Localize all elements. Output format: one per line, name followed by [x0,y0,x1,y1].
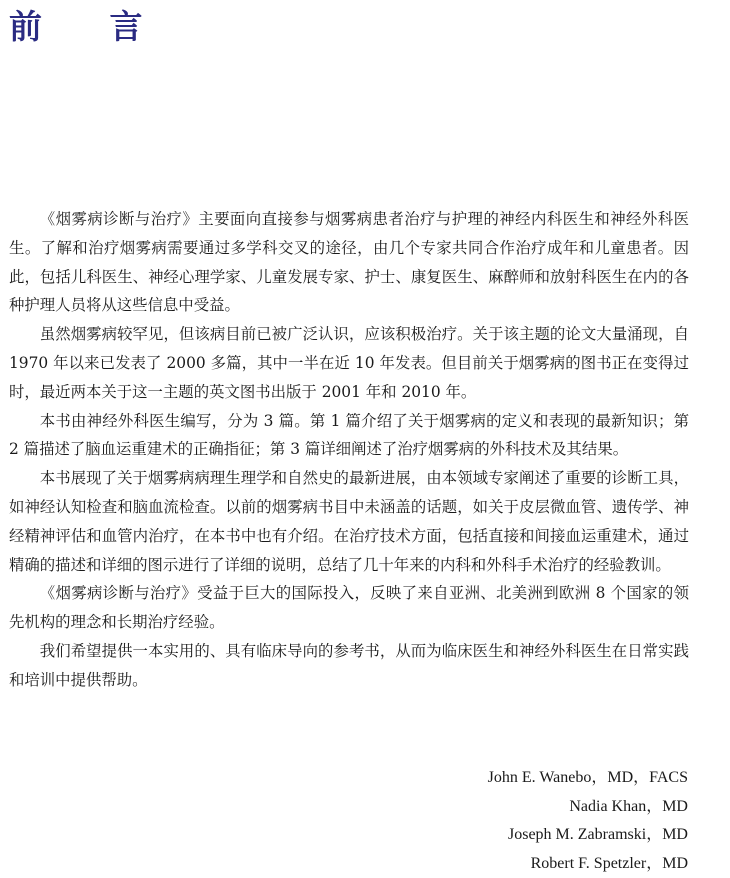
paragraph: 《烟雾病诊断与治疗》主要面向直接参与烟雾病患者治疗与护理的神经内科医生和神经外科医生。了解和治疗烟雾病需要通过多学科交叉的途径，由几个专家共同合作治疗成年和儿童患者。因此，包括儿科医生、神经心理学家、儿童发展专家、护士、康复医生、麻醉师和放射科医生在内的各种护理人员将从这些信息中受益。 [9,205,689,320]
author-name: Robert F. Spetzler，MD [488,850,688,878]
paragraph: 虽然烟雾病较罕见，但该病目前已被广泛认识，应该积极治疗。关于该主题的论文大量涌现，自 1970 年以来已发表了 2000 多篇，其中一半在近 10 年发表。但目前关于烟雾病的图书正在变得过时，最近两本关于这一主题的英文图书出版于 2001 年和 2010 年。 [9,320,689,406]
paragraph: 本书展现了关于烟雾病病理生理学和自然史的最新进展，由本领域专家阐述了重要的诊断工具，如神经认知检查和脑血流检查。以前的烟雾病书目中未涵盖的话题，如关于皮层微血管、遗传学、神经精神评估和血管内治疗，在本书中也有介绍。在治疗技术方面，包括直接和间接血运重建术，通过精确的描述和详细的图示进行了详细的说明，总结了几十年来的内科和外科手术治疗的经验教训。 [9,464,689,579]
author-list [488,764,688,878]
page-title: 前 言 [9,7,171,47]
paragraph: 本书由神经外科医生编写，分为 3 篇。第 1 篇介绍了关于烟雾病的定义和表现的最新知识；第 2 篇描述了脑血运重建术的正确指征；第 3 篇详细阐述了治疗烟雾病的外科技术及其结果。 [9,407,689,465]
author-name: Joseph M. Zabramski，MD [488,821,688,850]
paragraph: 《烟雾病诊断与治疗》受益于巨大的国际投入，反映了来自亚洲、北美洲到欧洲 8 个国家的领先机构的理念和长期治疗经验。 [9,579,689,637]
paragraph: 我们希望提供一本实用的、具有临床导向的参考书，从而为临床医生和神经外科医生在日常实践和培训中提供帮助。 [9,637,689,695]
author-name: John E. Wanebo，MD，FACS [488,764,688,793]
author-name: Nadia Khan，MD [488,793,688,822]
preface-body [9,205,689,695]
